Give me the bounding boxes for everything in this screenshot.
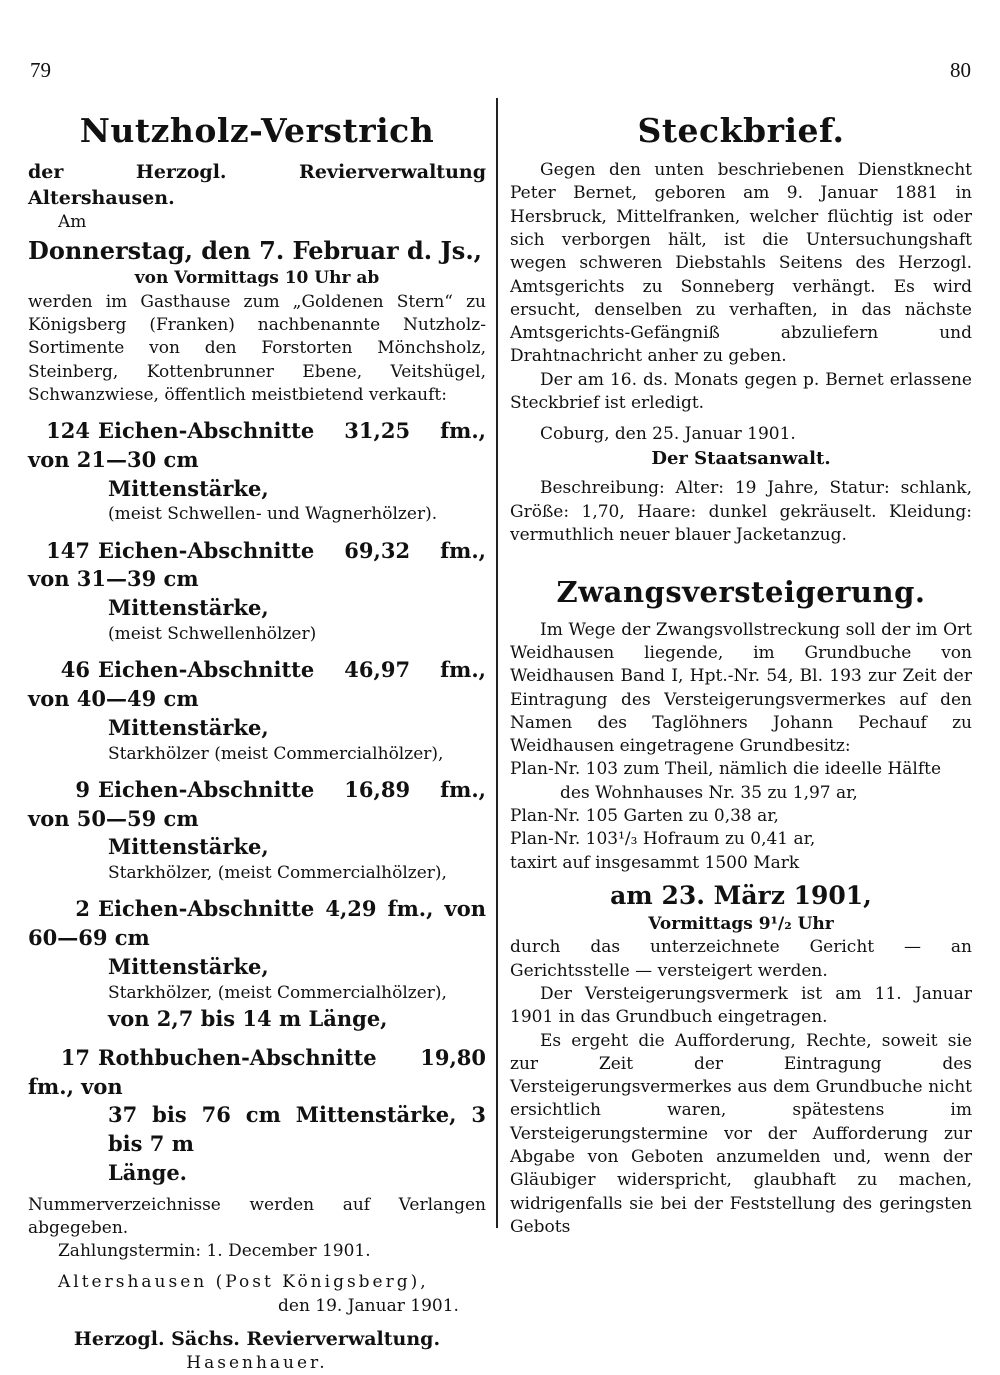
- lot-description: Eichen-Abschnitte 4,29 fm., von 60—69 cm: [28, 896, 486, 951]
- description-paragraph: Beschreibung: Alter: 19 Jahre, Statur: schlank, Größe: 1,70, Haare: dunkel gekräuselt. Kleidung: vermuthlich neuer blauer Jacketanzug.: [510, 478, 972, 545]
- left-column: [28, 108, 486, 1375]
- place-line: Altershausen (Post Königsberg),: [58, 1272, 429, 1293]
- lot-detail: Mittenstärke,: [108, 953, 269, 979]
- steckbrief-text-2: Der am 16. ds. Monats gegen p. Bernet erlassene Steckbrief ist erledigt.: [510, 369, 972, 414]
- signature-name: Hasenhauer.: [186, 1352, 328, 1373]
- am-label: Am: [58, 212, 87, 233]
- lot-detail: Mittenstärke,: [108, 714, 269, 740]
- steckbrief-text: Gegen den unten beschriebenen Dienstknecht Peter Bernet, geboren am 9. Januar 1881 in Hersbruck, Mittelfranken, welcher flüchtig ist oder sich verborgen hält, ist die Untersuchungshaft wegen schweren Diebstahls Seitens des Herzogl. Amtsgerichts zu Sonneberg verhängt. Es wird ersucht, denselben zu verhaften, in das nächste Amtsgerichts-Gefängniß abzuliefern und Drahtnachricht anher zu geben.: [510, 160, 972, 367]
- lot-entry: [28, 417, 486, 527]
- notice-title-nutzholz: Nutzholz-Verstrich: [79, 111, 435, 150]
- lists-note: Nummerverzeichnisse werden auf Verlangen abgegeben.: [28, 1194, 486, 1238]
- lot-entry: [28, 537, 486, 647]
- lot-detail: 37 bis 76 cm Mittenstärke, 3 bis 7 m: [108, 1102, 486, 1157]
- payment-term: Zahlungstermin: 1. December 1901.: [58, 1241, 371, 1262]
- lot-quantity: 46: [60, 657, 90, 683]
- authority-line: der Herzogl. Revierverwaltung Altershausen.: [28, 161, 486, 210]
- property-item: Plan-Nr. 103 zum Theil, nämlich die ideelle Hälfte: [510, 759, 942, 780]
- lot-detail: (meist Schwellen- und Wagnerhölzer).: [108, 504, 438, 525]
- zwangs-text-2: durch das unterzeichnete Gericht — an Gerichtsstelle — versteigert werden.: [510, 937, 972, 981]
- auction-date: Donnerstag, den 7. Februar d. Js.,: [28, 235, 483, 265]
- lot-quantity: 17: [60, 1044, 90, 1070]
- lot-detail: Mittenstärke,: [108, 834, 269, 860]
- property-item: des Wohnhauses Nr. 35 zu 1,97 ar,: [560, 782, 858, 803]
- signature-office: Herzogl. Sächs. Revierverwaltung.: [73, 1327, 441, 1350]
- lot-description: Rothbuchen-Abschnitte 19,80 fm., von: [28, 1044, 486, 1099]
- lot-quantity: 124: [46, 418, 90, 444]
- column-divider: [496, 98, 498, 1228]
- lot-detail: von 2,7 bis 14 m Länge,: [108, 1005, 388, 1031]
- zwangs-text-3: Der Versteigerungsvermerk ist am 11. Januar 1901 in das Grundbuch eingetragen.: [510, 983, 972, 1028]
- notice-title-steckbrief: Steckbrief.: [637, 111, 845, 150]
- zwangs-auction-time: Vormittags 9¹/₂ Uhr: [648, 914, 834, 935]
- notice-title-zwangsversteigerung: Zwangsversteigerung.: [556, 575, 926, 610]
- lot-description: Eichen-Abschnitte 31,25 fm., von 21—30 cm: [28, 418, 486, 472]
- lot-entry: [28, 895, 486, 1033]
- lot-detail: Starkhölzer, (meist Commercialhölzer),: [108, 982, 447, 1003]
- lot-description: Eichen-Abschnitte 69,32 fm., von 31—39 cm: [28, 537, 486, 592]
- lot-description: Eichen-Abschnitte 16,89 fm., von 50—59 cm: [28, 776, 486, 831]
- lot-detail: Länge.: [108, 1159, 187, 1185]
- lot-list: [28, 417, 486, 1187]
- lot-quantity: 147: [46, 537, 90, 563]
- lot-entry: [28, 656, 486, 766]
- zwangs-auction-date: am 23. März 1901,: [610, 880, 872, 910]
- property-items: [510, 758, 972, 874]
- lot-detail: Starkhölzer, (meist Commercialhölzer),: [108, 863, 447, 884]
- steckbrief-signature: Der Staatsanwalt.: [651, 447, 831, 469]
- property-item: taxirt auf insgesammt 1500 Mark: [510, 852, 800, 873]
- lot-detail: Mittenstärke,: [108, 475, 269, 501]
- lot-quantity: 9: [75, 776, 90, 802]
- zwangs-text: Im Wege der Zwangsvollstreckung soll der im Ort Weidhausen liegende, im Grundbuche von Weidhausen Band I, Hpt.-Nr. 54, Bl. 193 zur Zeit der Eintragung des Versteigerungsvermerkes auf den Namen des Taglöhners Johann Pechauf zu Weidhausen eingetragene Grundbesitz:: [510, 619, 972, 757]
- zwangs-text-4: Es ergeht die Aufforderung, Rechte, soweit sie zur Zeit der Eintragung des Versteigerungsvermerkes aus dem Grundbuche nicht ersichtlich waren, spätestens im Versteigerungstermine vor der Aufforderung zur Abgabe von Geboten anzumelden und, wenn der Gläubiger widerspricht, glaubhaft zu machen, widrigenfalls sie bei der Feststellung des geringsten Gebots: [510, 1030, 972, 1237]
- lot-detail: Mittenstärke,: [108, 595, 269, 621]
- property-item: Plan-Nr. 105 Garten zu 0,38 ar,: [510, 806, 779, 827]
- lot-detail: Starkhölzer (meist Commercialhölzer),: [108, 743, 444, 764]
- auction-time: von Vormittags 10 Uhr ab: [134, 268, 380, 289]
- lot-entry: [28, 1044, 486, 1188]
- right-column: [510, 108, 972, 1239]
- lot-entry: [28, 776, 486, 886]
- steckbrief-date: Coburg, den 25. Januar 1901.: [540, 424, 796, 445]
- place-date: den 19. Januar 1901.: [278, 1295, 459, 1316]
- page-number-right: 80: [950, 58, 971, 82]
- property-item: Plan-Nr. 103¹/₃ Hofraum zu 0,41 ar,: [510, 829, 816, 850]
- lot-quantity: 2: [75, 896, 90, 922]
- intro-paragraph: werden im Gasthause zum „Goldenen Stern“ zu Königsberg (Franken) nachbenannte Nutzholz-Sortimente von den Forstorten Mönchsholz, Steinberg, Kottenbrunner Ebene, Veitshügel, Schwanzwiese, öffentlich meistbietend verkauft:: [28, 291, 486, 405]
- lot-description: Eichen-Abschnitte 46,97 fm., von 40—49 cm: [28, 657, 486, 711]
- lot-detail: (meist Schwellenhölzer): [108, 623, 317, 644]
- page-number-left: 79: [30, 58, 51, 82]
